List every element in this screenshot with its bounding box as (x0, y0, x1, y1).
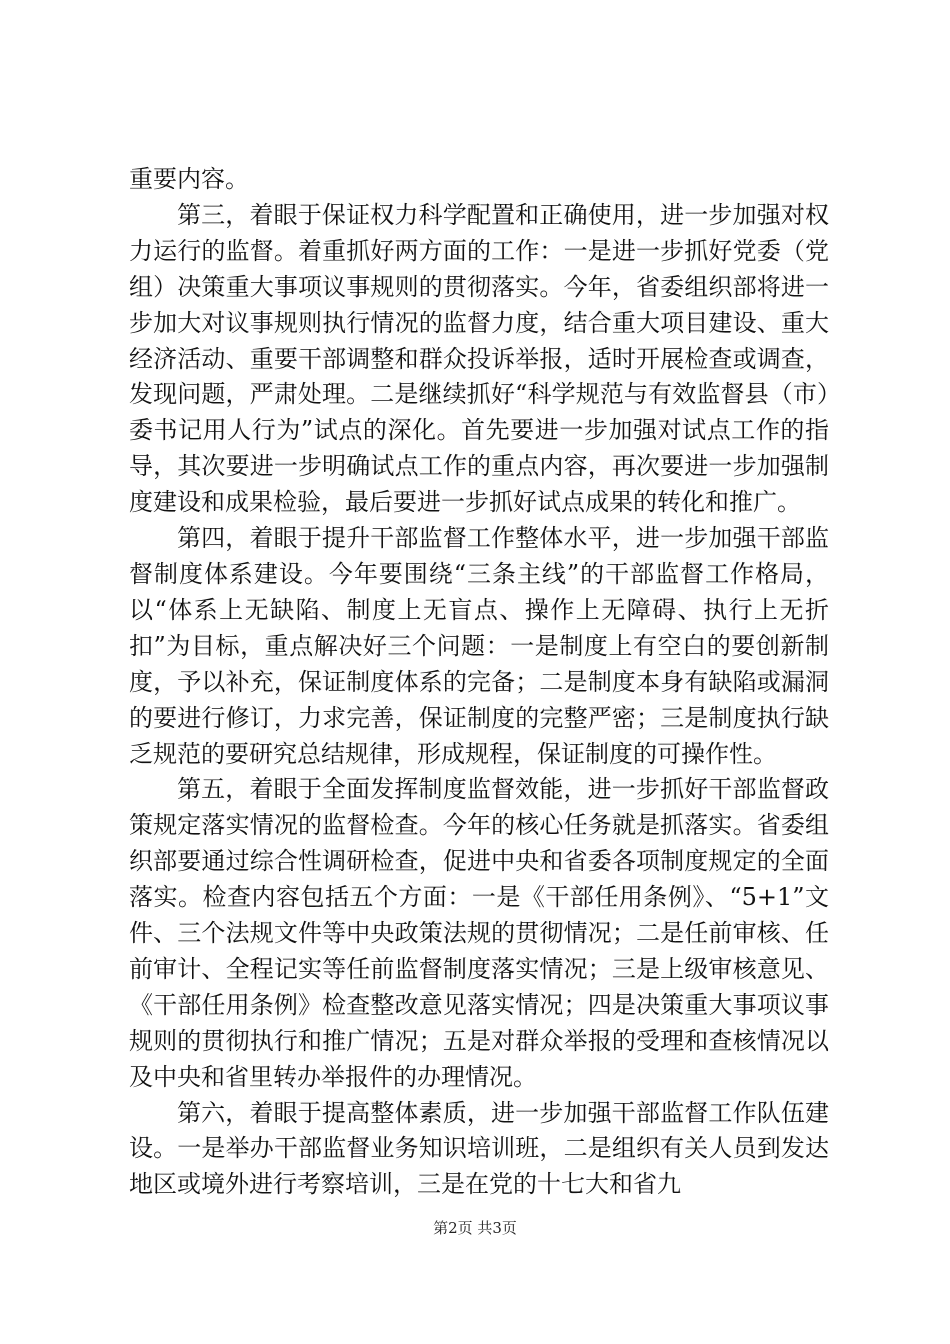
paragraph-fifth: 第五，着眼于全面发挥制度监督效能，进一步抓好干部监督政策规定落实情况的监督检查。今年的核心任务就是抓落实。省委组织部要通过综合性调研检查，促进中央和省委各项制度规定的全面落实。检查内容包括五个方面：一是《干部任用条例》、“5+1”文件、三个法规文件等中央政策法规的贯彻情况；二是任前审核、任前审计、全程记实等任前监督制度落实情况；三是上级审核意见、《干部任用条例》检查整改意见落实情况；四是决策重大事项议事规则的贯彻执行和推广情况；五是对群众举报的受理和查核情况以及中央和省里转办举报件的办理情况。 (129, 775, 829, 1091)
paragraph-fourth: 第四，着眼于提升干部监督工作整体水平，进一步加强干部监督制度体系建设。今年要围绕“三条主线”的干部监督工作格局，以“体系上无缺陷、制度上无盲点、操作上无障碍、执行上无折扣”为目标，重点解决好三个问题：一是制度上有空白的要创新制度，予以补充，保证制度体系的完备；二是制度本身有缺陷或漏洞的要进行修订，力求完善，保证制度的完整严密；三是制度执行缺乏规范的要研究总结规律，形成规程，保证制度的可操作性。 (129, 524, 829, 768)
page-number: 第2页 共3页 (433, 1219, 517, 1237)
page-footer (0, 1218, 950, 1238)
paragraph-sixth: 第六，着眼于提高整体素质，进一步加强干部监督工作队伍建设。一是举办干部监督业务知识培训班，二是组织有关人员到发达地区或境外进行考察培训，三是在党的十七大和省九 (129, 1098, 829, 1199)
document-body (129, 162, 829, 1203)
paragraph-continuation: 重要内容。 (129, 165, 249, 193)
paragraph-third: 第三，着眼于保证权力科学配置和正确使用，进一步加强对权力运行的监督。着重抓好两方面的工作：一是进一步抓好党委（党组）决策重大事项议事规则的贯彻落实。今年，省委组织部将进一步加大对议事规则执行情况的监督力度，结合重大项目建设、重大经济活动、重要干部调整和群众投诉举报，适时开展检查或调查，发现问题，严肃处理。二是继续抓好“科学规范与有效监督县（市）委书记用人行为”试点的深化。首先要进一步加强对试点工作的指导，其次要进一步明确试点工作的重点内容，再次要进一步加强制度建设和成果检验，最后要进一步抓好试点成果的转化和推广。 (129, 200, 829, 517)
